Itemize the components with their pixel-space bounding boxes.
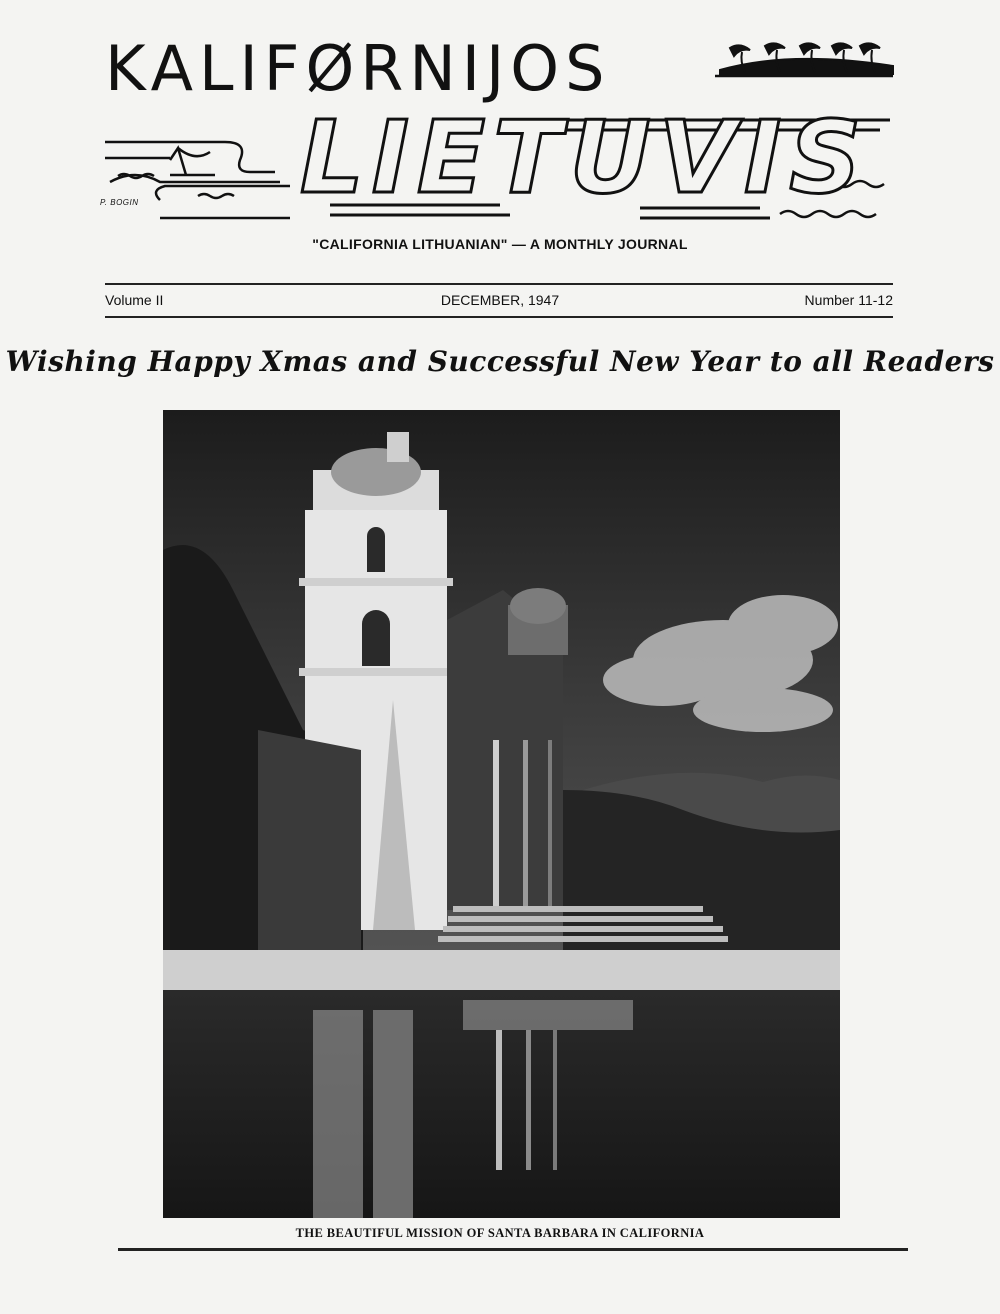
divider — [105, 316, 893, 318]
masthead-title-line1: KALIFØRNIJOS — [105, 32, 611, 105]
issue-date: DECEMBER, 1947 — [440, 292, 560, 308]
photo-caption: THE BEAUTIFUL MISSION OF SANTA BARBARA IN CALIFORNIA — [295, 1226, 705, 1240]
palm-trees-icon — [715, 43, 893, 76]
masthead-title-line2: LIETUVIS — [300, 99, 870, 216]
bottom-divider — [118, 1248, 908, 1251]
issue-number: Number 11-12 — [804, 292, 893, 308]
holiday-greeting: Wishing Happy Xmas and Successful New Year to all Readers — [5, 345, 995, 378]
issue-volume: Volume II — [105, 292, 164, 308]
artist-signature: P. BOGIN — [100, 198, 139, 207]
mission-photo — [163, 410, 840, 1218]
masthead-subtitle: "CALIFORNIA LITHUANIAN" — A MONTHLY JOURNAL — [312, 236, 688, 252]
divider — [105, 283, 893, 285]
